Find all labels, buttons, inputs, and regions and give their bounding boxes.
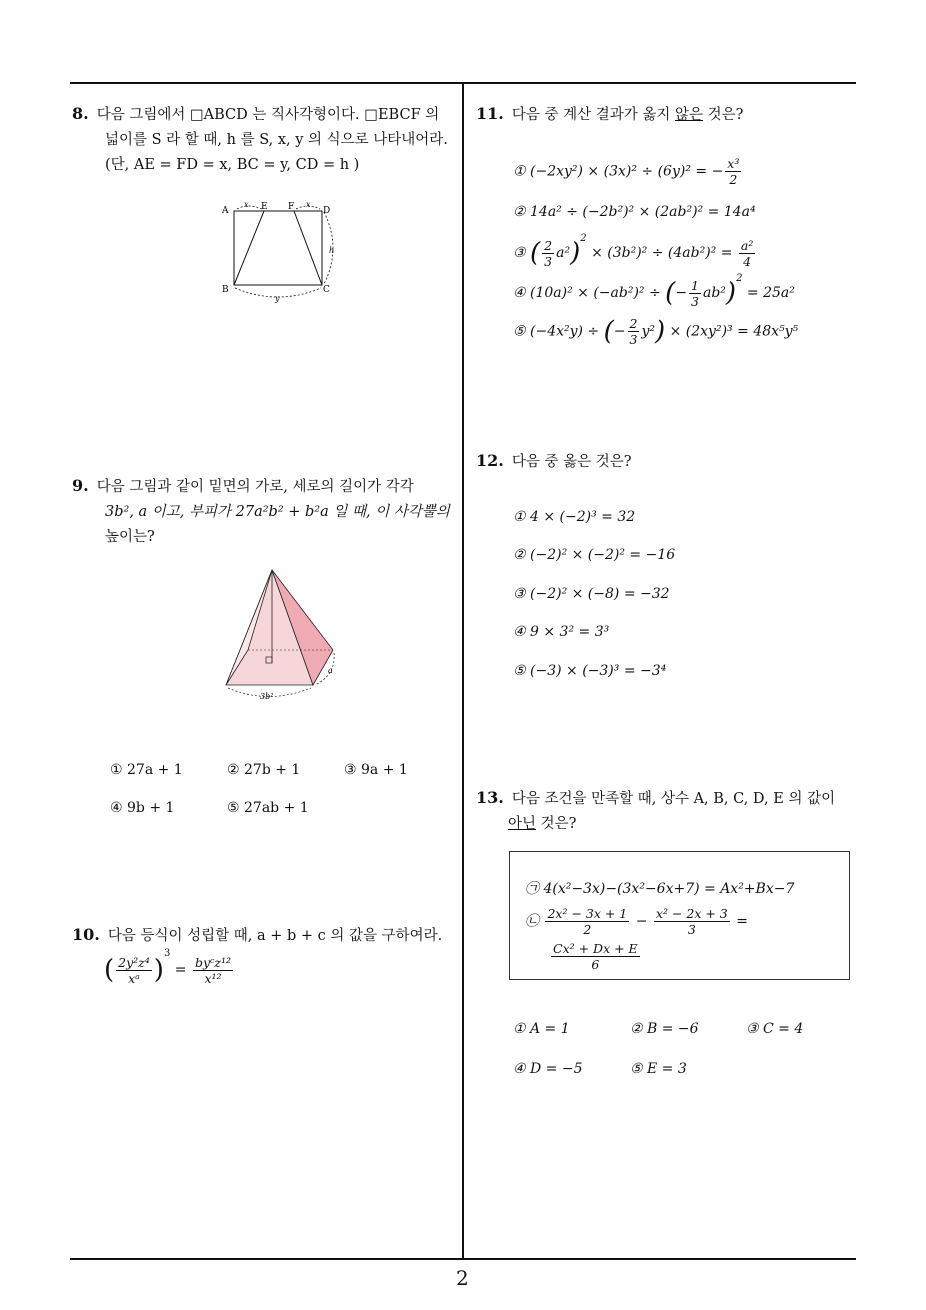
question-number: 13. (476, 788, 504, 807)
question-text: 넓이를 S 라 할 때, h 를 S, x, y 의 식으로 나타내어라. (105, 132, 448, 148)
emphasis-underline: 않은 (674, 107, 703, 123)
fraction-numerator: Cx² + Dx + E (553, 941, 638, 956)
option-1[interactable] (513, 156, 743, 187)
option-2[interactable]: ② 27b + 1 (227, 762, 301, 778)
condition-2 (525, 906, 748, 937)
question-text: 다음 등식이 성립할 때, a + b + c 의 값을 구하여라. (107, 928, 443, 944)
fraction-numerator: 1 (691, 277, 699, 293)
label-h: h (329, 246, 335, 255)
question-11 (476, 101, 856, 128)
option-1[interactable]: ① A = 1 (513, 1021, 570, 1037)
question-13 (476, 785, 861, 837)
fraction-denominator: 2 (729, 172, 738, 187)
rhs-numerator: byᶜz¹² (194, 954, 232, 970)
question-number: 12. (476, 451, 504, 470)
minus-sign: − (635, 913, 648, 930)
option-2[interactable]: ② (−2)² × (−2)² = −16 (513, 547, 676, 563)
fraction-denominator: 3 (687, 922, 696, 937)
fraction-numerator: x² − 2x + 3 (655, 906, 728, 921)
option-3[interactable]: ③ ( $\frac{2}{3}$ a²)$^2$ × (3b²)² ÷ (4ab²)² = $\frac{\text{a²}}{4}$ (513, 233, 754, 269)
fraction-denominator: 3 (544, 253, 553, 269)
question-text-suffix: 것은? (536, 816, 577, 832)
condition-2-result (549, 941, 642, 972)
question-number: 10. (72, 925, 100, 944)
question-text-suffix: 것은? (702, 107, 744, 123)
fraction-denominator: 4 (743, 253, 752, 269)
label-x-left: x (244, 200, 249, 209)
exponent: 2 (736, 273, 743, 284)
fraction-numerator: x³ (727, 156, 740, 171)
label-3b2: 3b² (260, 692, 274, 701)
option-3[interactable]: ③ 9a + 1 (344, 762, 408, 778)
question-text: 다음 중 계산 결과가 옳지 (511, 107, 675, 123)
option-5[interactable]: ⑤ (−4x²y) ÷ (− $\frac{2}{3}$ y²) × (2xy²)³ = 48x⁵y⁵ (513, 316, 799, 347)
label-x-right: x (306, 200, 311, 209)
fraction-denominator: 6 (591, 957, 600, 972)
option-5[interactable]: ⑤ (−3) × (−3)³ = −3⁴ (513, 663, 667, 679)
pyramid-figure (218, 565, 343, 705)
lhs-denominator: xᵃ (128, 970, 140, 986)
label-E: E (261, 202, 268, 212)
label-F: F (288, 202, 295, 212)
label-C: C (323, 285, 330, 295)
option-5[interactable]: ⑤ 27ab + 1 (227, 800, 309, 816)
fraction-numerator: 2 (544, 237, 553, 253)
option-1[interactable]: ① 4 × (−2)³ = 32 (513, 509, 636, 525)
option-1[interactable]: ① 27a + 1 (110, 762, 183, 778)
option-text: × (2xy²)³ = 48x⁵y⁵ (669, 323, 799, 340)
question-10 (72, 922, 457, 949)
question-text: 다음 그림과 같이 밑면의 가로, 세로의 길이가 각각 (96, 479, 414, 495)
option-text: = 25a² (746, 285, 795, 301)
label-y: y (275, 294, 280, 303)
exponent: 2 (580, 233, 587, 244)
question-12 (476, 448, 856, 475)
option-text: × (3b²)² ÷ (4ab²)² = (591, 245, 733, 261)
option-2[interactable]: ② 14a² ÷ (−2b²)² × (2ab²)² = 14a⁴ (513, 204, 756, 220)
question-text: 3b², a 이고, 부피가 27a²b² + b²a 일 때, 이 사각뿔의 (105, 504, 450, 520)
option-4[interactable]: ④ (10a)² × (−ab²)² ÷ (− $\frac{1}{3}$ ab²)$^2$ = 25a² (513, 273, 795, 309)
label-B: B (222, 285, 229, 295)
equals-sign: = (174, 962, 187, 978)
option-2[interactable]: ② B = −6 (630, 1021, 699, 1037)
equation-10: ( $\frac{\text{2y²z⁴}}{\text{xᵃ}}$ )$^3$ = $\frac{\text{byᶜz¹²}}{\text{x¹²}}$ (104, 948, 232, 986)
fraction-denominator: 3 (691, 293, 699, 309)
condition-1: ㉠ 4(x²−3x)−(3x²−6x+7) = Ax²+Bx−7 (525, 881, 795, 897)
question-9 (72, 473, 457, 550)
option-marker: ③ (513, 245, 526, 261)
rectangle-figure (218, 198, 368, 308)
question-number: 8. (72, 104, 89, 123)
question-condition: (단, AE = FD = x, BC = y, CD = h ) (105, 157, 360, 173)
option-5[interactable]: ⑤ E = 3 (630, 1061, 687, 1077)
question-text: 다음 중 옳은 것은? (511, 454, 632, 470)
fraction-denominator: 2 (583, 922, 592, 937)
option-text: y² (641, 323, 655, 340)
lhs-exponent: 3 (163, 948, 171, 959)
option-text: ④ (10a)² × (−ab²)² ÷ (513, 285, 661, 301)
question-text: 다음 그림에서 □ABCD 는 직사각형이다. □EBCF 의 (96, 107, 440, 123)
fraction-numerator: 2 (629, 316, 638, 331)
option-text: a² (556, 245, 571, 261)
option-text: ⑤ (−4x²y) ÷ (513, 323, 600, 340)
fraction-denominator: 3 (629, 332, 638, 347)
rhs-denominator: x¹² (204, 970, 222, 986)
equals-sign: = (736, 913, 748, 930)
question-number: 9. (72, 476, 89, 495)
label-a: a (328, 666, 333, 675)
label-A: A (222, 206, 229, 216)
lhs-numerator: 2y²z⁴ (118, 954, 150, 970)
option-text: ① (−2xy²) × (3x)² ÷ (6y)² = − (513, 163, 724, 180)
column-divider (462, 82, 464, 1259)
bottom-rule (70, 1258, 856, 1260)
emphasis-underline: 아닌 (508, 816, 537, 832)
option-3[interactable]: ③ (−2)² × (−8) = −32 (513, 586, 670, 602)
fraction-numerator: a² (740, 237, 754, 253)
fraction-numerator: 2x² − 3x + 1 (547, 906, 628, 921)
minus-sign: − (613, 323, 626, 340)
minus-sign: − (675, 285, 688, 301)
condition-marker: ㉡ (525, 913, 539, 930)
option-3[interactable]: ③ C = 4 (746, 1021, 804, 1037)
option-text: ab² (703, 285, 726, 301)
question-text: 다음 조건을 만족할 때, 상수 A, B, C, D, E 의 값이 (511, 791, 836, 807)
option-4[interactable]: ④ 9 × 3² = 3³ (513, 624, 610, 640)
question-number: 11. (476, 104, 504, 123)
option-4[interactable]: ④ D = −5 (513, 1061, 583, 1077)
question-8 (72, 101, 457, 178)
label-D: D (323, 206, 331, 216)
option-4[interactable]: ④ 9b + 1 (110, 800, 175, 816)
question-text: 높이는? (105, 529, 155, 545)
page-number: 2 (456, 1266, 469, 1290)
